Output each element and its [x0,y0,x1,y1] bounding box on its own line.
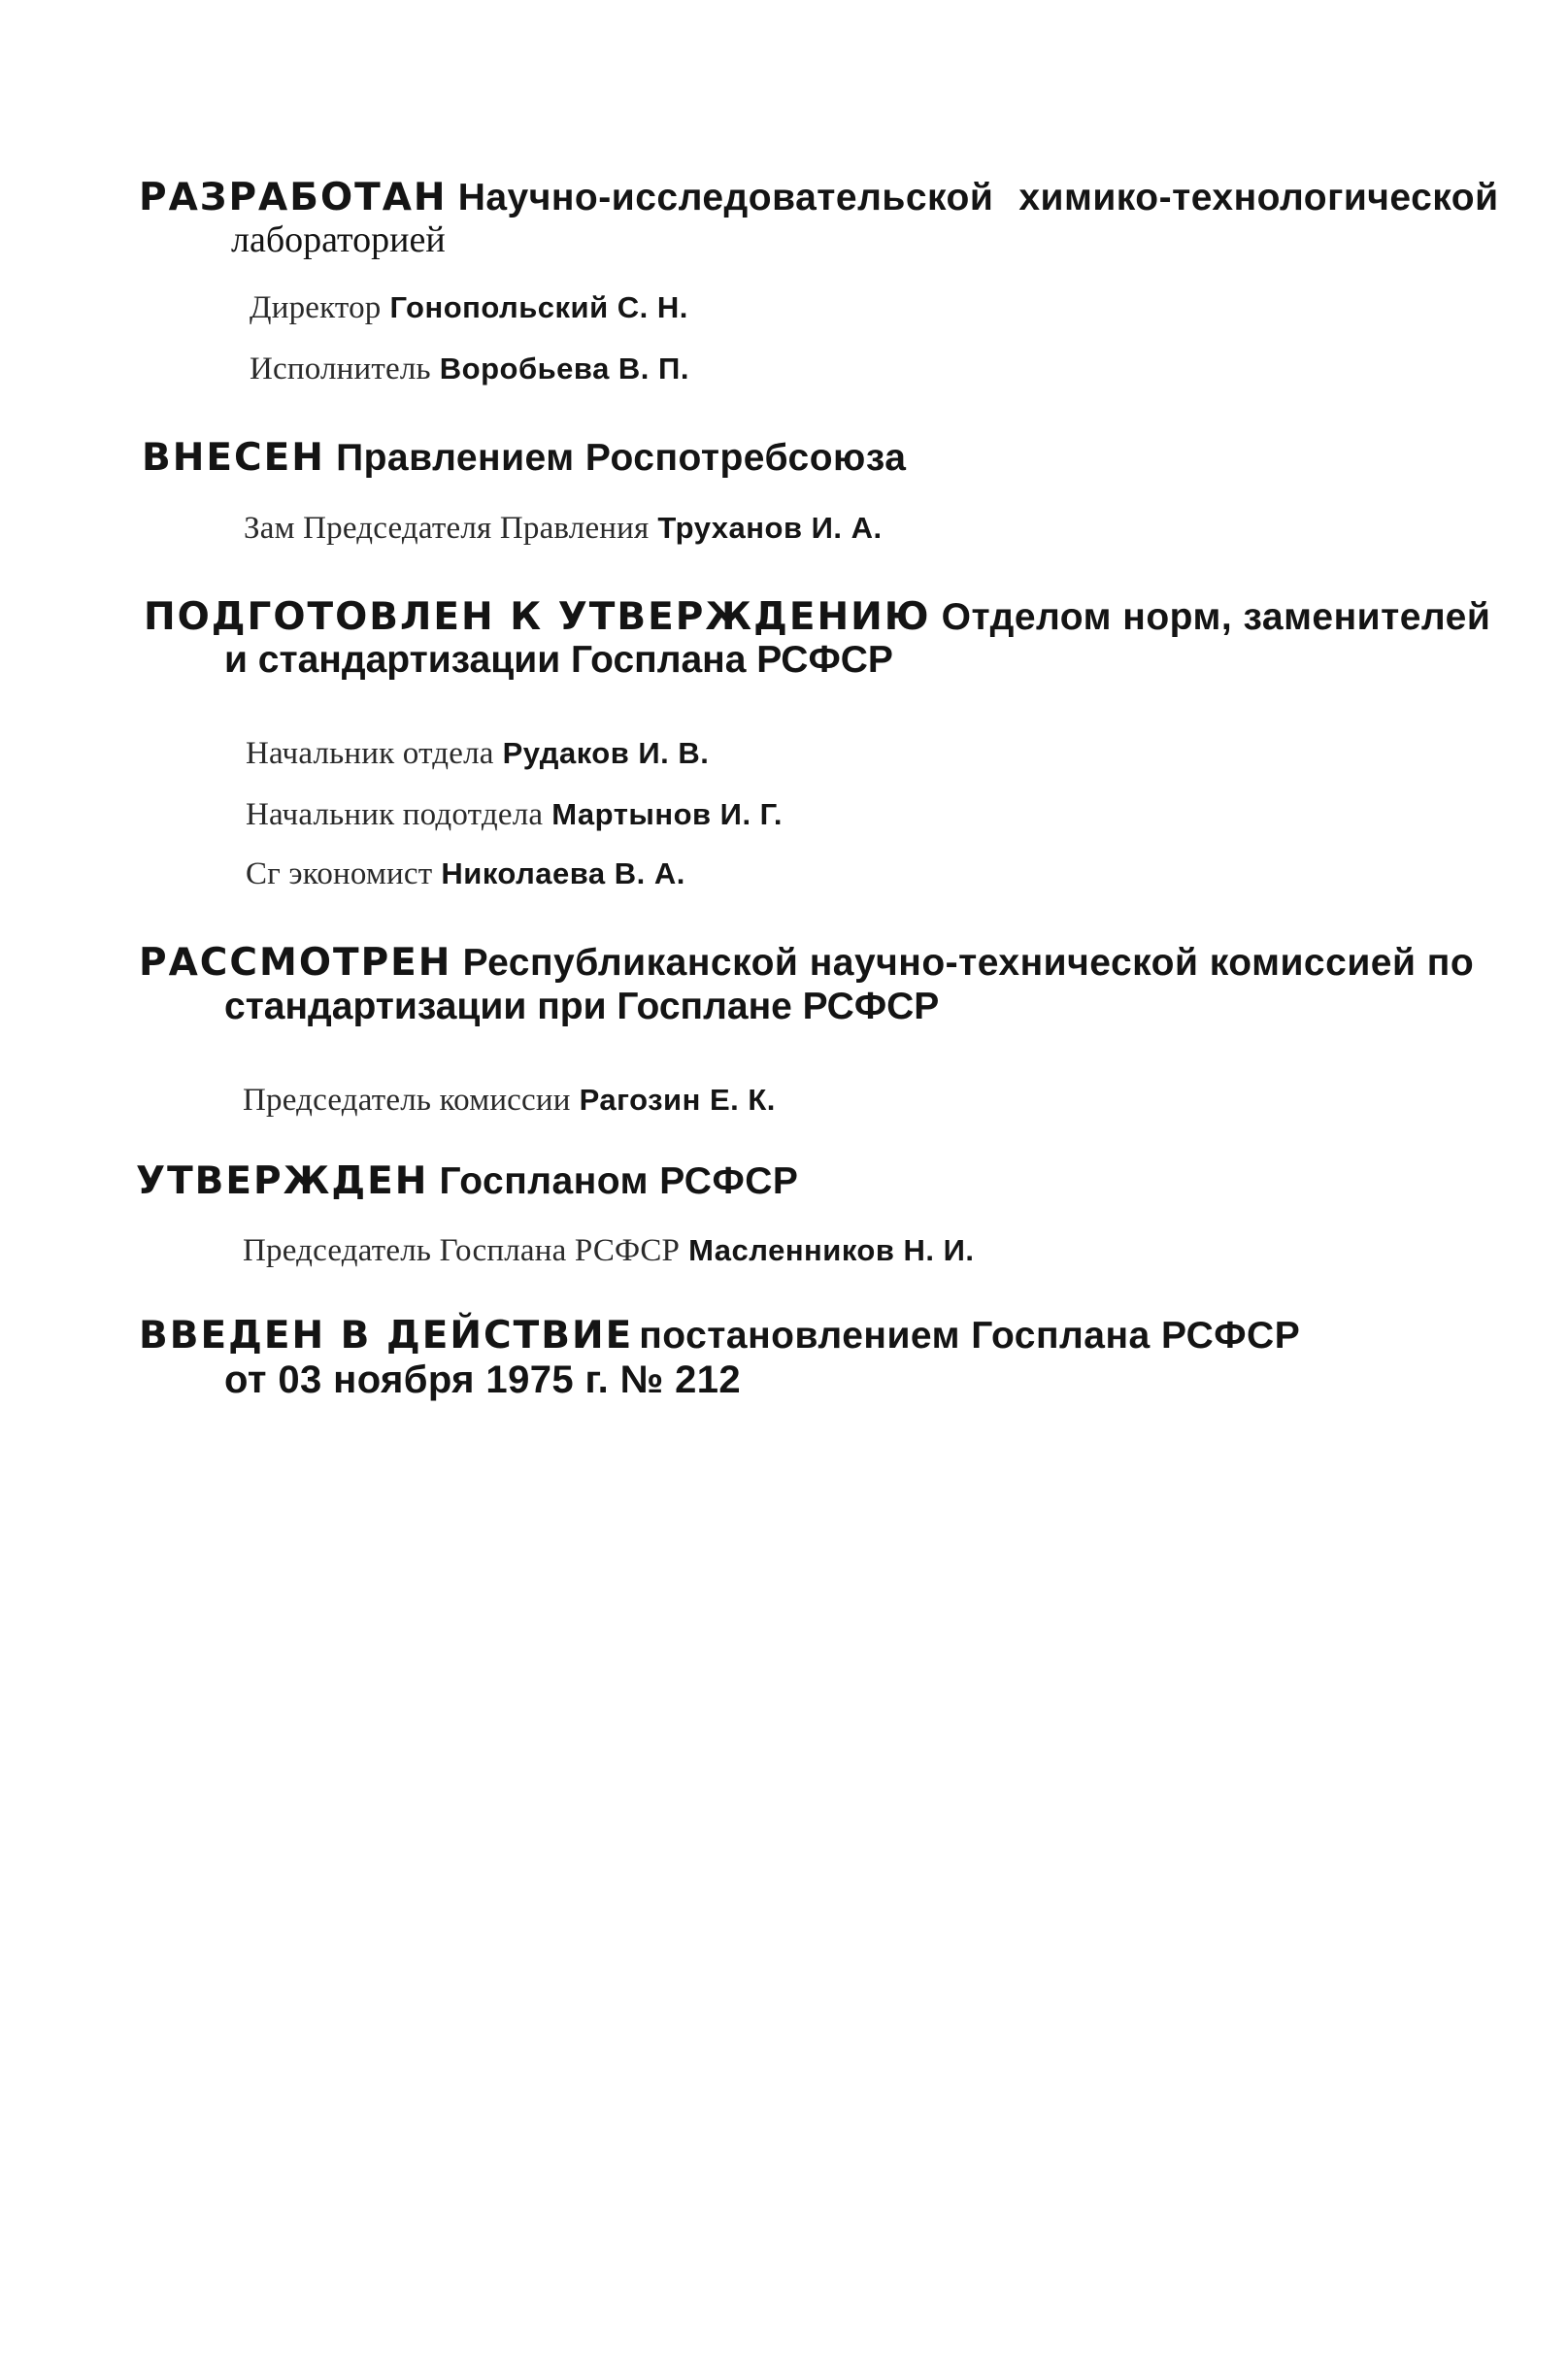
person-name: Рудаков И. В. [502,736,710,770]
prepared-label: ПОДГОТОВЛЕН К УТВЕРЖДЕНИЮ [144,595,931,639]
developed-person-1 [250,292,688,324]
prepared-person-2 [246,799,783,831]
introduced-person-1 [244,513,883,545]
prepared-heading [144,595,1491,639]
prepared-person-3 [246,858,685,890]
approved-text: Госпланом РСФСР [439,1160,799,1202]
person-name: Мартынов И. Г. [551,797,783,831]
prepared-text: Отделом норм, заменителей [941,596,1491,638]
developed-label: РАЗРАБОТАН [139,176,448,219]
approved-heading [136,1159,799,1203]
enacted-heading [139,1314,1301,1358]
prepared-continuation: и стандартизации Госплана РСФСР [224,639,893,681]
reviewed-text: Республиканской научно-технической комиссией по [462,942,1475,984]
person-name: Труханов И. А. [657,511,883,545]
reviewed-label: РАССМОТРЕН [139,941,452,985]
person-name: Гонопольский С. Н. [389,290,688,324]
person-role: Председатель Госплана РСФСР [243,1233,681,1268]
person-name: Воробьева В. П. [439,352,689,385]
introduced-text: Правлением Роспотребсоюза [336,437,907,479]
reviewed-heading [139,941,1475,985]
person-role: Председатель комиссии [243,1083,571,1118]
person-role: Исполнитель [250,352,431,386]
developed-text-part1: Научно-исследовательской [457,177,994,218]
approved-label: УТВЕРЖДЕН [136,1159,429,1203]
person-role: Сг экономист [246,856,433,891]
enacted-label: ВВЕДЕН В ДЕЙСТВИЕ [139,1314,634,1358]
developed-heading [139,176,1499,219]
introduced-heading [142,436,907,480]
reviewed-person-1 [243,1085,776,1117]
introduced-label: ВНЕСЕН [142,436,325,480]
enacted-date-line: от 03 ноября 1975 г. № 212 [224,1358,742,1401]
person-role: Зам Председателя Правления [244,511,650,546]
person-name: Николаева В. А. [441,856,685,890]
reviewed-continuation: стандартизации при Госплане РСФСР [224,986,940,1027]
prepared-person-1 [246,738,709,770]
developed-text-part2: химико-технологической [1018,177,1499,218]
developed-continuation: лабораторией [231,219,446,260]
enacted-text: постановлением Госплана РСФСР [639,1315,1301,1357]
person-name: Рагозин Е. К. [579,1083,776,1117]
approved-person-1 [243,1235,975,1267]
person-name: Масленников Н. И. [688,1233,975,1267]
person-role: Начальник отдела [246,736,494,771]
person-role: Начальник подотдела [246,797,544,832]
developed-person-2 [250,353,689,385]
person-role: Директор [250,290,382,325]
